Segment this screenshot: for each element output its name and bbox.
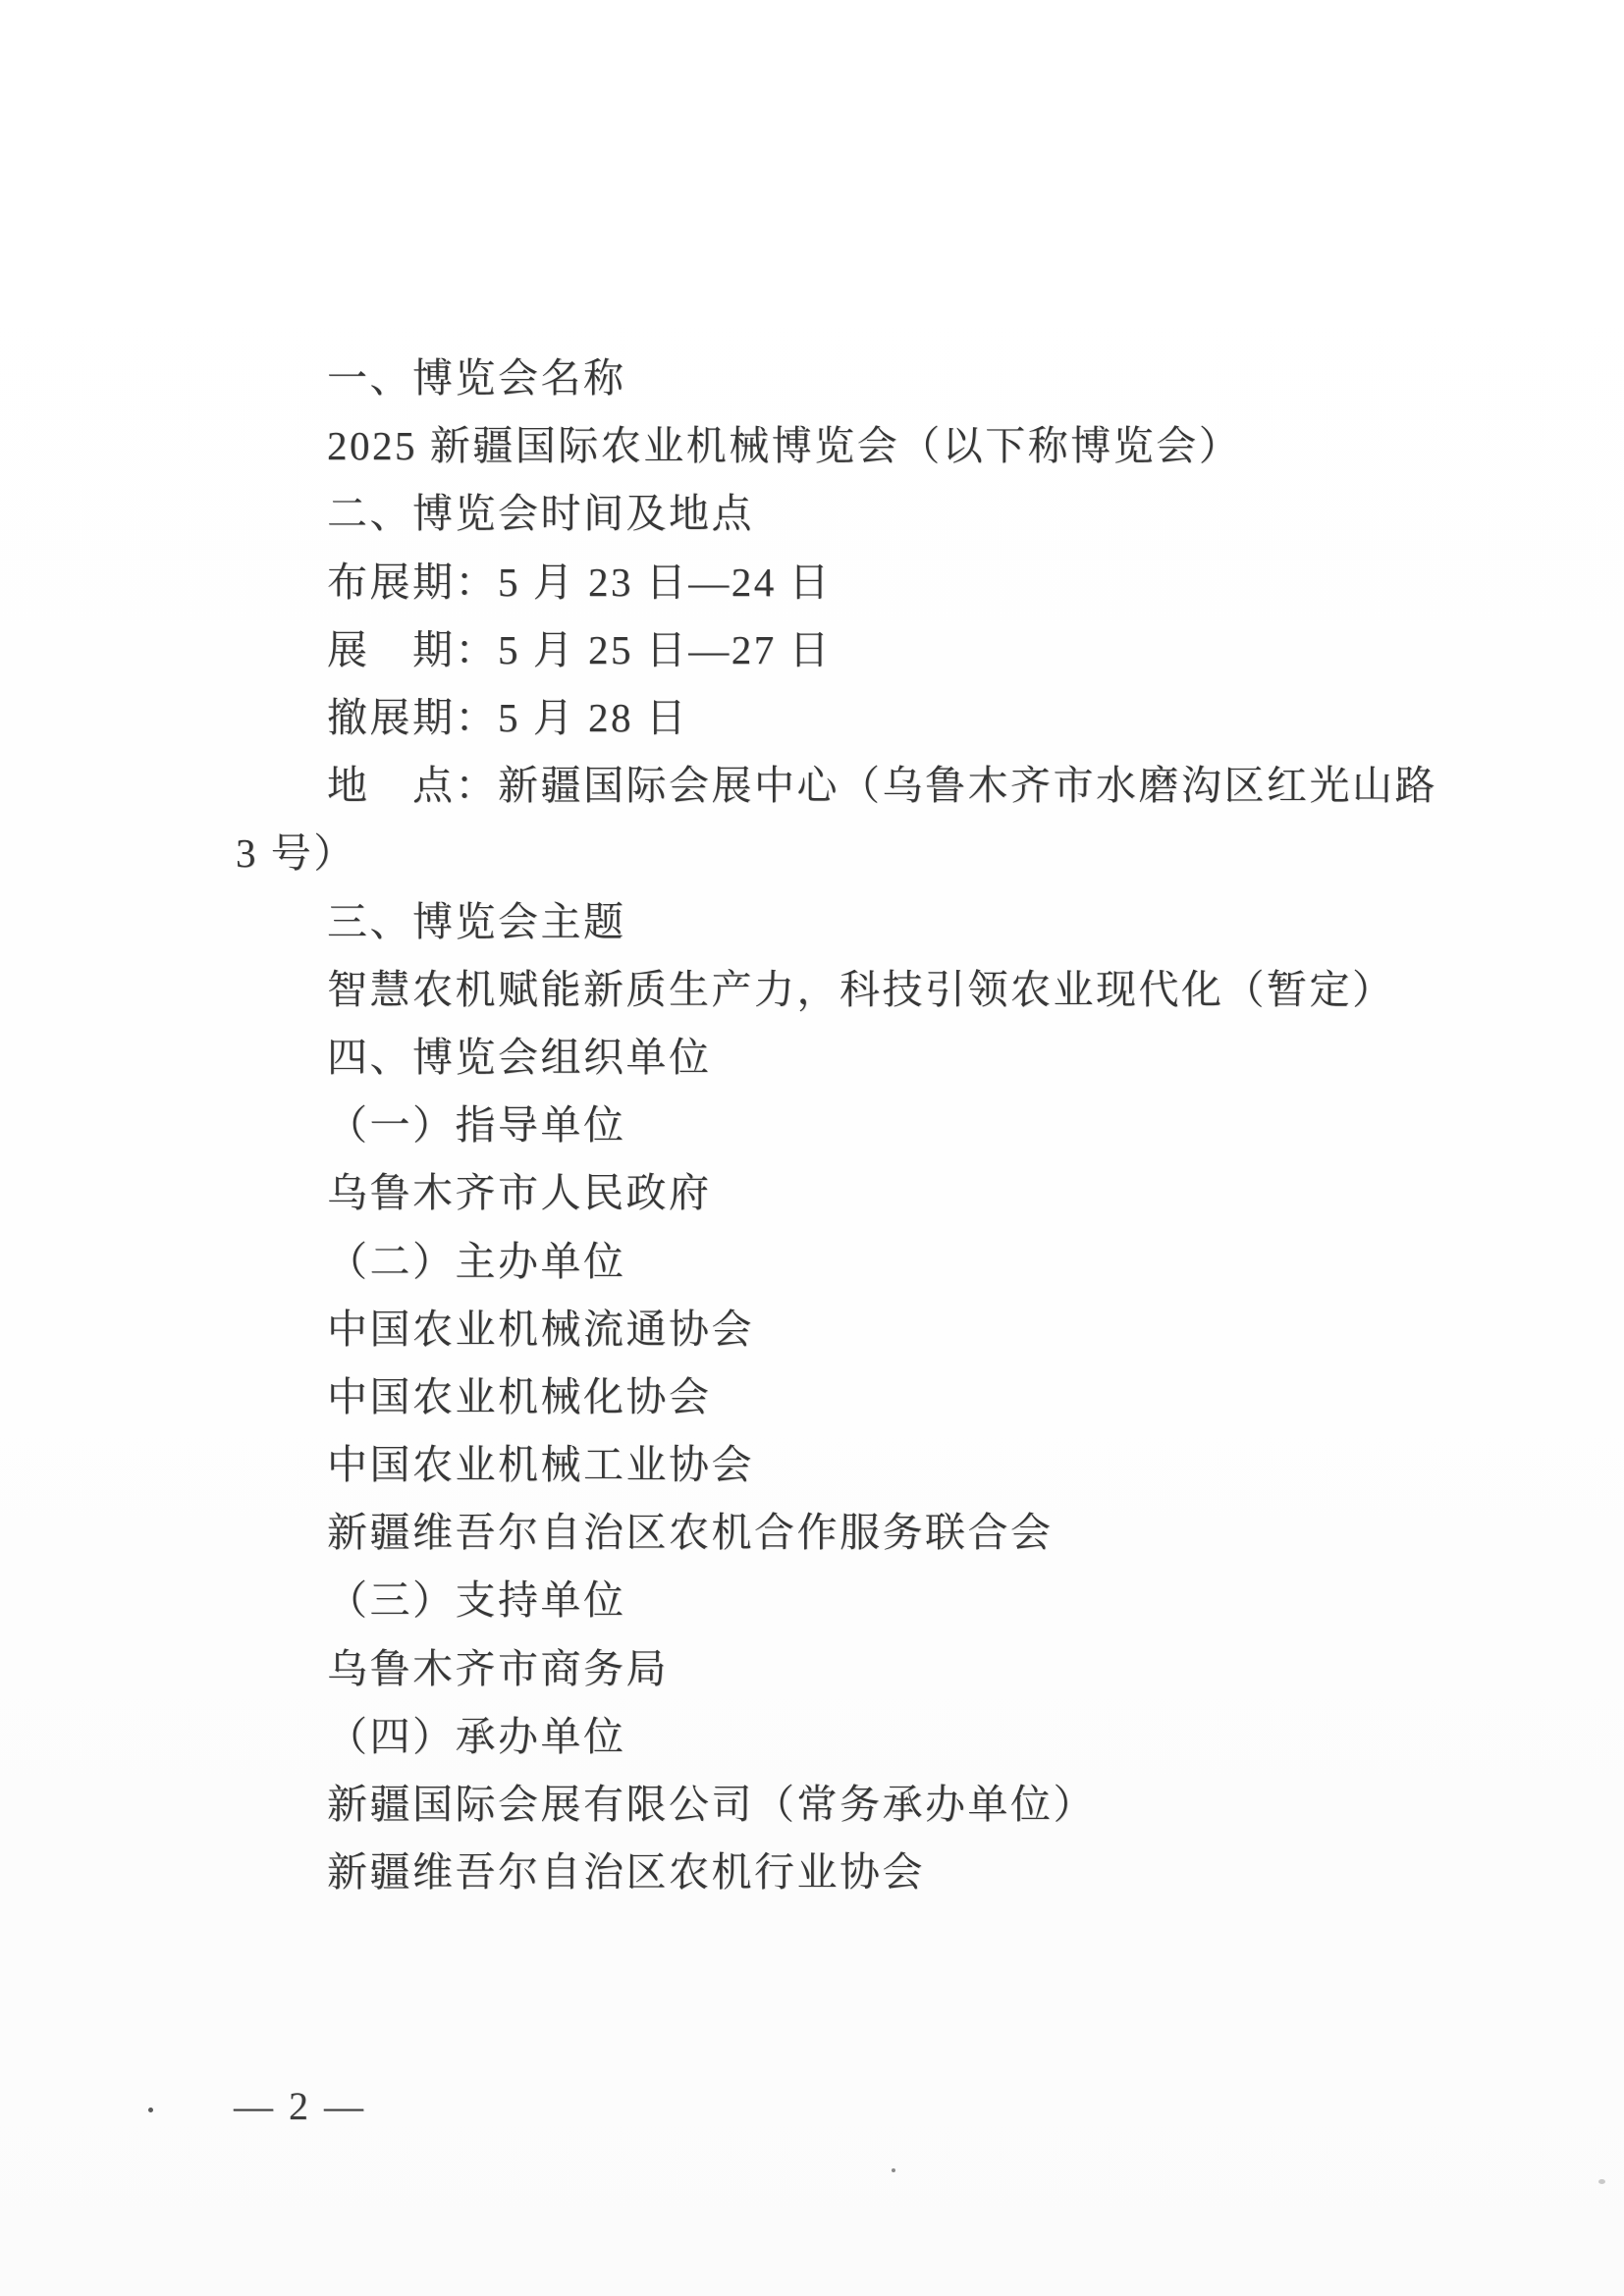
teardown-period-line: 撤展期：5 月 28 日: [327, 695, 689, 741]
host-unit-line: 中国农业机械化协会: [327, 1373, 712, 1419]
section-4-heading: 四、博览会组织单位: [327, 1034, 712, 1080]
organizer-unit-subheading: （四）承办单位: [327, 1713, 626, 1759]
host-unit-line: 新疆维吾尔自治区农机合作服务联合会: [327, 1510, 1054, 1556]
organizer-unit-line: 新疆维吾尔自治区农机行业协会: [327, 1849, 925, 1896]
setup-period-line: 布展期：5 月 23 日—24 日: [327, 559, 832, 605]
section-2-heading: 二、博览会时间及地点: [327, 491, 754, 537]
scan-speck: [148, 2108, 153, 2112]
guiding-unit-subheading: （一）指导单位: [327, 1102, 626, 1148]
host-unit-line: 中国农业机械工业协会: [327, 1442, 754, 1488]
guiding-unit-line: 乌鲁木齐市人民政府: [327, 1170, 712, 1216]
document-body: [236, 341, 1492, 1902]
support-unit-line: 乌鲁木齐市商务局: [327, 1645, 669, 1691]
scan-speck: [892, 2168, 895, 2172]
host-unit-subheading: （二）主办单位: [327, 1238, 626, 1284]
exhibition-period-line: 展 期：5 月 25 日—27 日: [327, 626, 832, 672]
section-1-heading: 一、博览会名称: [327, 355, 626, 401]
host-unit-line: 中国农业机械流通协会: [327, 1306, 754, 1352]
venue-line-continuation: 3 号）: [236, 830, 356, 877]
theme-line: 智慧农机赋能新质生产力，科技引领农业现代化（暂定）: [327, 966, 1395, 1012]
venue-line: 地 点：新疆国际会展中心（乌鲁木齐市水磨沟区红光山路: [327, 763, 1437, 809]
section-3-heading: 三、博览会主题: [327, 898, 626, 944]
organizer-unit-line: 新疆国际会展有限公司（常务承办单位）: [327, 1782, 1096, 1828]
page-number: — 2 —: [234, 2084, 366, 2128]
expo-name-line: 2025 新疆国际农业机械博览会（以下称博览会）: [327, 423, 1242, 469]
support-unit-subheading: （三）支持单位: [327, 1577, 626, 1624]
scan-speck: [1598, 2179, 1605, 2184]
